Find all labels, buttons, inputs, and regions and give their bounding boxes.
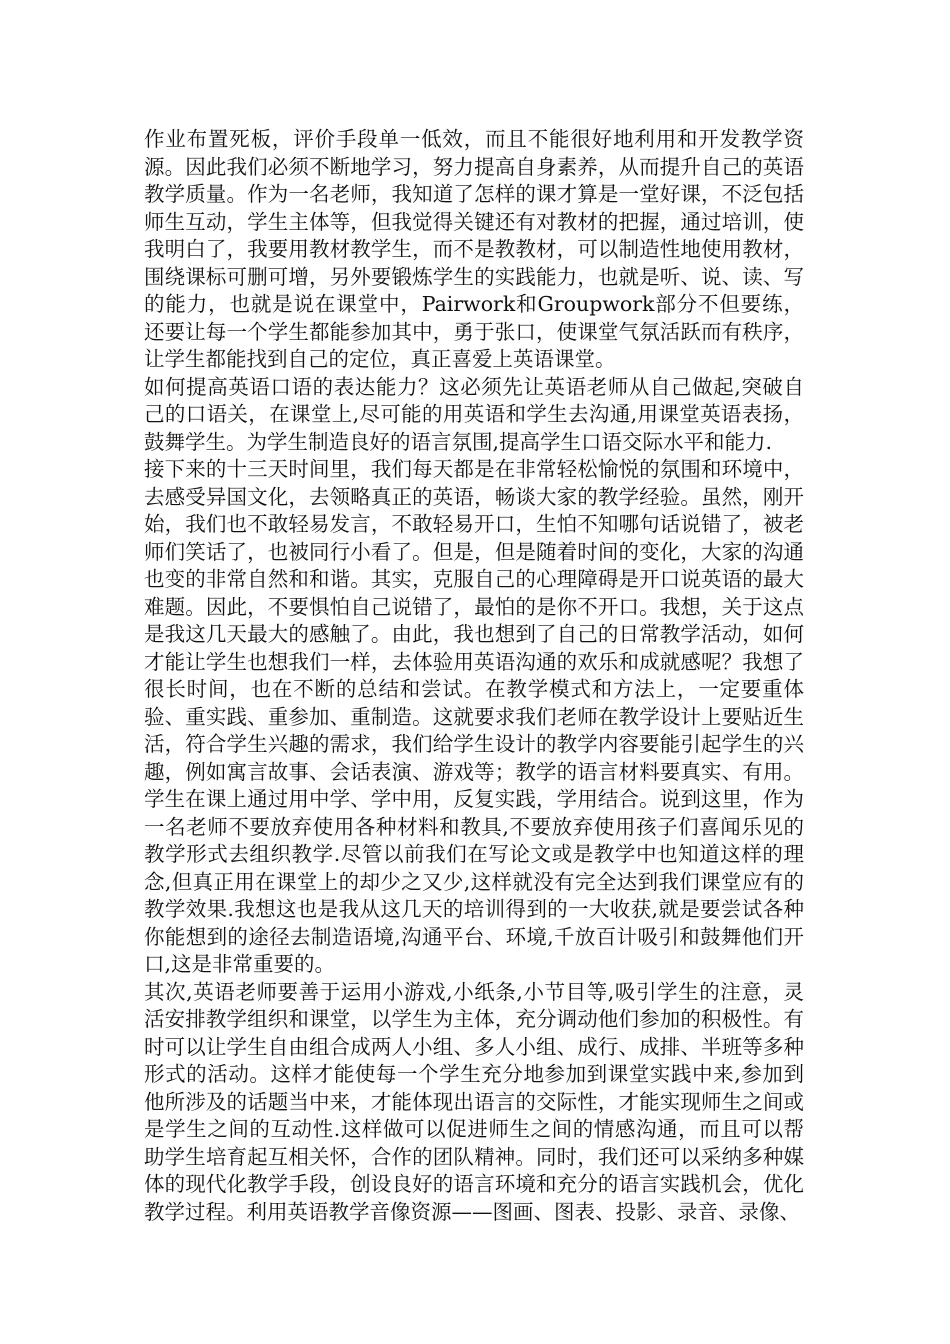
document-body xyxy=(144,126,804,1226)
paragraph-1: 作业布置死板，评价手段单一低效，而且不能很好地利用和开发教学资源。因此我们必须不断地学习，努力提高自身素养，从而提升自己的英语教学质量。作为一名老师，我知道了怎样的课才算是一堂好课，不泛包括师生互动，学生主体等，但我觉得关键还有对教材的把握，通过培训，使我明白了，我要用教材教学生，而不是教教材，可以制造性地使用教材，围绕课标可删可增，另外要锻炼学生的实践能力，也就是听、说、读、写的能力，也就是说在课堂中，Pairwork和Groupwork部分不但要练，还要让每一个学生都能参加其中，勇于张口，使课堂气氛活跃而有秩序，让学生都能找到自己的定位，真正喜爱上英语课堂。 xyxy=(144,127,804,371)
paragraph-2: 如何提高英语口语的表达能力？这必须先让英语老师从自己做起,突破自己的口语关，在课堂上,尽可能的用英语和学生去沟通,用课堂英语表扬，鼓舞学生。为学生制造良好的语言氛围,提高学生口语交际水平和能力. xyxy=(144,374,804,454)
paragraph-3: 接下来的十三天时间里，我们每天都是在非常轻松愉悦的氛围和环境中，去感受异国文化，去领略真正的英语，畅谈大家的教学经验。虽然，刚开始，我们也不敢轻易发言，不敢轻易开口，生怕不知哪句话说错了，被老师们笑话了，也被同行小看了。但是，但是随着时间的变化，大家的沟通也变的非常自然和和谐。其实，克服自己的心理障碍是开口说英语的最大难题。因此，不要惧怕自己说错了，最怕的是你不开口。我想，关于这点是我这几天最大的感触了。由此，我也想到了自己的日常教学活动，如何才能让学生也想我们一样，去体验用英语沟通的欢乐和成就感呢？我想了很长时间，也在不断的总结和尝试。在教学模式和方法上，一定要重体验、重实践、重参加、重制造。这就要求我们老师在教学设计上要贴近生活，符合学生兴趣的需求，我们给学生设计的教学内容要能引起学生的兴趣，例如寓言故事、会话表演、游戏等；教学的语言材料要真实、有用。学生在课上通过用中学、学中用，反复实践，学用结合。说到这里，作为一名老师不要放弃使用各种材料和教具,不要放弃使用孩子们喜闻乐见的教学形式去组织教学.尽管以前我们在写论文或是教学中也知道这样的理念,但真正用在课堂上的却少之又少,这样就没有完全达到我们课堂应有的教学效果.我想这也是我从这几天的培训得到的一大收获,就是要尝试各种你能想到的途径去制造语境,沟通平台、环境,千放百计吸引和鼓舞他们开口,这是非常重要的。 xyxy=(144,457,804,976)
paragraph-4: 其次,英语老师要善于运用小游戏,小纸条,小节目等,吸引学生的注意，灵活安排教学组织和课堂，以学生为主体，充分调动他们参加的积极性。有时可以让学生自由组合成两人小组、多人小组、成行、成排、半班等多种形式的活动。这样才能使每一个学生充分地参加到课堂实践中来,参加到他所涉及的话题当中来，才能体现出语言的交际性，才能实现师生之间或是学生之间的互动性.这样做可以促进师生之间的情感沟通，而且可以帮助学生培育起互相关怀，合作的团队精神。同时，我们还可以采纳多种媒体的现代化教学手段，创设良好的语言环境和充分的语言实践机会，优化教学过程。利用英语教学音像资源——图画、图表、投影、录音、录像、 xyxy=(144,979,804,1224)
